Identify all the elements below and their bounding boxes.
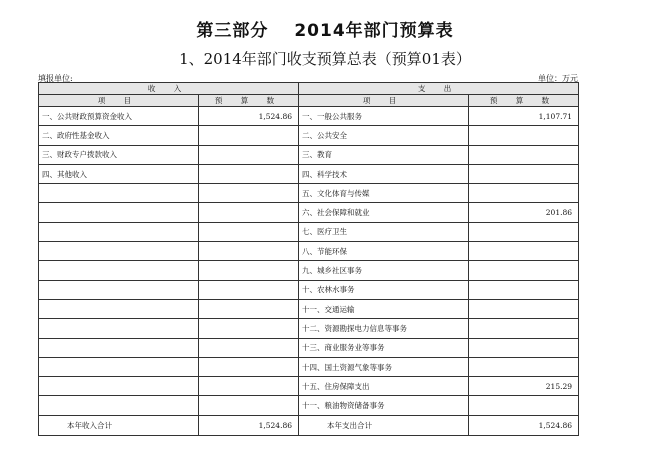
expense-value-cell — [469, 242, 579, 261]
income-item-cell — [39, 299, 199, 318]
income-value-cell — [199, 396, 299, 415]
table-row — [39, 299, 579, 318]
expense-group-header: 支 出 — [299, 83, 579, 95]
income-value-cell — [199, 184, 299, 203]
expense-item-cell: 七、医疗卫生 — [299, 222, 469, 241]
expense-value-cell: 215.29 — [469, 377, 579, 396]
expense-item-cell: 八、节能环保 — [299, 242, 469, 261]
income-value-cell — [199, 338, 299, 357]
table-row — [39, 377, 579, 396]
expense-item-cell: 十三、商业服务业等事务 — [299, 338, 469, 357]
income-value-cell — [199, 203, 299, 222]
expense-item-cell: 一、一般公共服务 — [299, 107, 469, 126]
expense-value-cell — [469, 261, 579, 280]
income-item-cell — [39, 338, 199, 357]
expense-value-cell — [469, 280, 579, 299]
expense-value-cell — [469, 396, 579, 415]
income-item-cell — [39, 203, 199, 222]
expense-item-header: 项 目 — [299, 95, 469, 107]
expense-item-cell: 十五、住房保障支出 — [299, 377, 469, 396]
income-value-cell — [199, 222, 299, 241]
expense-item-cell: 十二、资源勘探电力信息等事务 — [299, 319, 469, 338]
expense-value-cell — [469, 126, 579, 145]
heading-part: 第三部分 — [196, 21, 269, 41]
income-value-cell — [199, 126, 299, 145]
income-item-cell — [39, 377, 199, 396]
table-row — [39, 184, 579, 203]
table-row — [39, 203, 579, 222]
income-value-cell — [199, 242, 299, 261]
income-budget-header: 预 算 数 — [199, 95, 299, 107]
expense-value-cell — [469, 164, 579, 183]
expense-item-cell: 九、城乡社区事务 — [299, 261, 469, 280]
income-value-cell: 1,524.86 — [199, 107, 299, 126]
table-row — [39, 164, 579, 183]
table-row — [39, 261, 579, 280]
expense-item-cell: 十一、粮油物资储备事务 — [299, 396, 469, 415]
expense-value-cell: 1,107.71 — [469, 107, 579, 126]
expense-value-cell — [469, 222, 579, 241]
reporting-unit-label: 填报单位: — [38, 74, 73, 83]
expense-item-cell: 十一、交通运输 — [299, 299, 469, 318]
income-item-cell — [39, 357, 199, 376]
table-row — [39, 319, 579, 338]
income-item-cell: 三、财政专户拨款收入 — [39, 145, 199, 164]
group-header-row — [39, 83, 579, 95]
income-item-header: 项 目 — [39, 95, 199, 107]
expense-item-cell: 四、科学技术 — [299, 164, 469, 183]
expense-total-value: 1,524.86 — [469, 415, 579, 435]
income-item-cell — [39, 261, 199, 280]
income-item-cell — [39, 242, 199, 261]
expense-value-cell — [469, 145, 579, 164]
table-row — [39, 357, 579, 376]
table-body — [39, 107, 579, 416]
total-row — [39, 415, 579, 435]
expense-value-cell: 201.86 — [469, 203, 579, 222]
income-total-label: 本年收入合计 — [39, 415, 199, 435]
income-value-cell — [199, 299, 299, 318]
income-value-cell — [199, 319, 299, 338]
expense-value-cell — [469, 299, 579, 318]
income-value-cell — [199, 145, 299, 164]
table-row — [39, 145, 579, 164]
income-value-cell — [199, 280, 299, 299]
income-total-value: 1,524.86 — [199, 415, 299, 435]
expense-total-label: 本年支出合计 — [299, 415, 469, 435]
expense-value-cell — [469, 338, 579, 357]
income-value-cell — [199, 357, 299, 376]
expense-item-cell: 五、文化体育与传媒 — [299, 184, 469, 203]
income-item-cell — [39, 280, 199, 299]
heading-year-title: 2014年部门预算表 — [294, 21, 454, 41]
column-header-row — [39, 95, 579, 107]
table-row — [39, 222, 579, 241]
page-heading — [0, 16, 650, 41]
expense-item-cell: 十四、国土资源气象等事务 — [299, 357, 469, 376]
income-item-cell: 一、公共财政预算资金收入 — [39, 107, 199, 126]
currency-unit-label: 单位：万元 — [538, 74, 578, 83]
table-title: 1、2014年部门收支预算总表（预算01表） — [179, 50, 471, 68]
expense-item-cell: 三、教育 — [299, 145, 469, 164]
expense-item-cell: 十、农林水事务 — [299, 280, 469, 299]
table-row — [39, 107, 579, 126]
income-item-cell: 四、其他收入 — [39, 164, 199, 183]
table-row — [39, 126, 579, 145]
expense-item-cell: 六、社会保障和就业 — [299, 203, 469, 222]
table-row — [39, 338, 579, 357]
income-item-cell — [39, 396, 199, 415]
income-item-cell — [39, 184, 199, 203]
table-row — [39, 280, 579, 299]
income-value-cell — [199, 164, 299, 183]
income-item-cell — [39, 222, 199, 241]
income-group-header: 收 入 — [39, 83, 299, 95]
expense-item-cell: 二、公共安全 — [299, 126, 469, 145]
expense-budget-header: 预 算 数 — [469, 95, 579, 107]
expense-value-cell — [469, 184, 579, 203]
income-item-cell: 二、政府性基金收入 — [39, 126, 199, 145]
expense-value-cell — [469, 319, 579, 338]
table-row — [39, 396, 579, 415]
income-value-cell — [199, 261, 299, 280]
income-item-cell — [39, 319, 199, 338]
table-row — [39, 242, 579, 261]
budget-summary-table — [38, 82, 579, 436]
expense-value-cell — [469, 357, 579, 376]
income-value-cell — [199, 377, 299, 396]
